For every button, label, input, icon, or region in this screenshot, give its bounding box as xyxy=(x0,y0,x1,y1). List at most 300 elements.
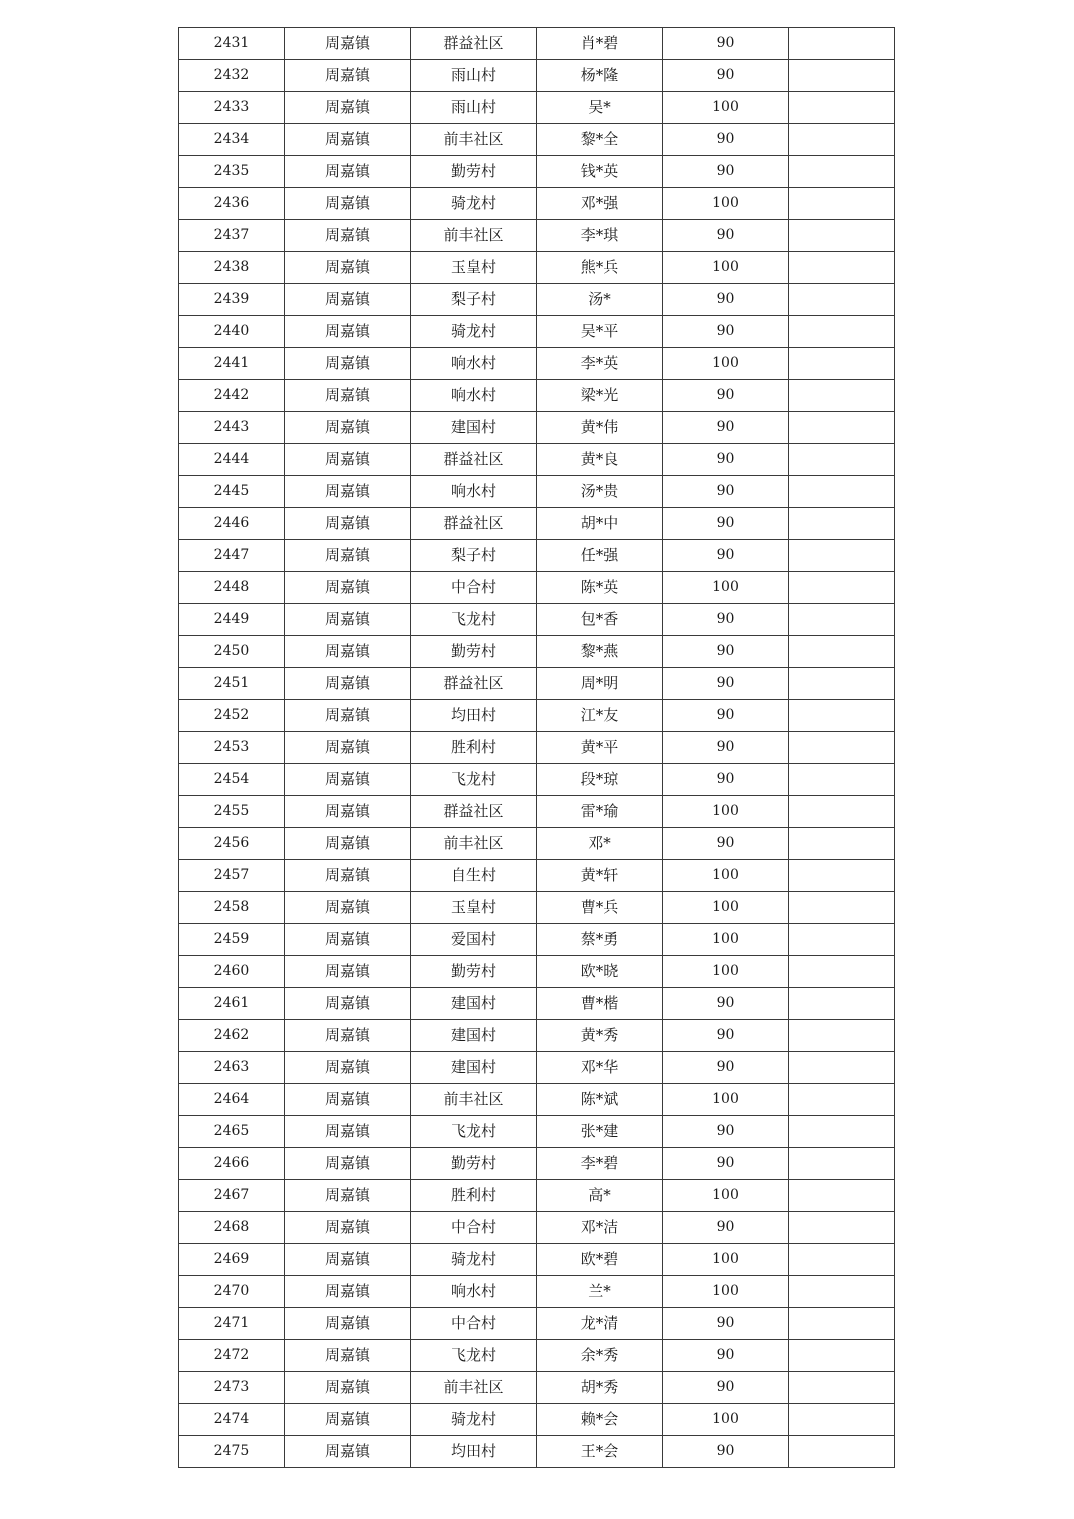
cell-village: 中合村 xyxy=(411,572,537,604)
table-row xyxy=(179,412,895,444)
cell-serial-number: 2469 xyxy=(179,1244,285,1276)
cell-village: 飞龙村 xyxy=(411,764,537,796)
cell-town: 周嘉镇 xyxy=(285,540,411,572)
cell-serial-number: 2471 xyxy=(179,1308,285,1340)
table-row xyxy=(179,1084,895,1116)
cell-serial-number: 2463 xyxy=(179,1052,285,1084)
cell-town: 周嘉镇 xyxy=(285,636,411,668)
table-row xyxy=(179,1052,895,1084)
cell-town: 周嘉镇 xyxy=(285,1276,411,1308)
cell-remark xyxy=(789,1052,895,1084)
cell-person-name: 李*英 xyxy=(537,348,663,380)
cell-person-name: 邓*华 xyxy=(537,1052,663,1084)
table-row xyxy=(179,924,895,956)
cell-serial-number: 2455 xyxy=(179,796,285,828)
cell-serial-number: 2467 xyxy=(179,1180,285,1212)
cell-village: 前丰社区 xyxy=(411,220,537,252)
cell-remark xyxy=(789,1020,895,1052)
cell-remark xyxy=(789,572,895,604)
cell-serial-number: 2459 xyxy=(179,924,285,956)
cell-town: 周嘉镇 xyxy=(285,732,411,764)
cell-village: 前丰社区 xyxy=(411,1372,537,1404)
cell-amount: 100 xyxy=(663,92,789,124)
cell-village: 玉皇村 xyxy=(411,252,537,284)
table-row xyxy=(179,1116,895,1148)
cell-village: 胜利村 xyxy=(411,732,537,764)
cell-remark xyxy=(789,444,895,476)
cell-remark xyxy=(789,508,895,540)
cell-person-name: 吴* xyxy=(537,92,663,124)
cell-remark xyxy=(789,1212,895,1244)
cell-serial-number: 2475 xyxy=(179,1436,285,1468)
cell-remark xyxy=(789,636,895,668)
table-row xyxy=(179,1340,895,1372)
cell-village: 均田村 xyxy=(411,700,537,732)
table-row xyxy=(179,1020,895,1052)
cell-serial-number: 2457 xyxy=(179,860,285,892)
cell-person-name: 段*琼 xyxy=(537,764,663,796)
cell-amount: 90 xyxy=(663,220,789,252)
cell-village: 勤劳村 xyxy=(411,956,537,988)
cell-serial-number: 2433 xyxy=(179,92,285,124)
cell-serial-number: 2448 xyxy=(179,572,285,604)
cell-person-name: 陈*斌 xyxy=(537,1084,663,1116)
cell-amount: 100 xyxy=(663,1244,789,1276)
cell-remark xyxy=(789,1148,895,1180)
cell-remark xyxy=(789,28,895,60)
cell-village: 勤劳村 xyxy=(411,1148,537,1180)
cell-amount: 90 xyxy=(663,988,789,1020)
cell-serial-number: 2444 xyxy=(179,444,285,476)
cell-amount: 90 xyxy=(663,1052,789,1084)
cell-amount: 90 xyxy=(663,316,789,348)
cell-town: 周嘉镇 xyxy=(285,1084,411,1116)
cell-amount: 100 xyxy=(663,252,789,284)
cell-town: 周嘉镇 xyxy=(285,476,411,508)
cell-serial-number: 2432 xyxy=(179,60,285,92)
cell-amount: 90 xyxy=(663,28,789,60)
cell-village: 飞龙村 xyxy=(411,1116,537,1148)
cell-village: 骑龙村 xyxy=(411,1244,537,1276)
cell-serial-number: 2462 xyxy=(179,1020,285,1052)
cell-town: 周嘉镇 xyxy=(285,188,411,220)
cell-person-name: 邓*强 xyxy=(537,188,663,220)
cell-village: 玉皇村 xyxy=(411,892,537,924)
table-row xyxy=(179,348,895,380)
cell-village: 骑龙村 xyxy=(411,188,537,220)
cell-person-name: 肖*碧 xyxy=(537,28,663,60)
table-row xyxy=(179,60,895,92)
cell-person-name: 蔡*勇 xyxy=(537,924,663,956)
cell-person-name: 欧*晓 xyxy=(537,956,663,988)
cell-town: 周嘉镇 xyxy=(285,412,411,444)
cell-town: 周嘉镇 xyxy=(285,1404,411,1436)
cell-serial-number: 2445 xyxy=(179,476,285,508)
cell-amount: 100 xyxy=(663,956,789,988)
cell-serial-number: 2446 xyxy=(179,508,285,540)
table-row xyxy=(179,668,895,700)
cell-amount: 100 xyxy=(663,572,789,604)
cell-amount: 90 xyxy=(663,1340,789,1372)
table-row xyxy=(179,1148,895,1180)
cell-remark xyxy=(789,828,895,860)
cell-person-name: 李*琪 xyxy=(537,220,663,252)
cell-person-name: 胡*中 xyxy=(537,508,663,540)
cell-person-name: 张*建 xyxy=(537,1116,663,1148)
table-row xyxy=(179,988,895,1020)
cell-town: 周嘉镇 xyxy=(285,828,411,860)
cell-serial-number: 2441 xyxy=(179,348,285,380)
cell-remark xyxy=(789,668,895,700)
table-row xyxy=(179,380,895,412)
cell-serial-number: 2431 xyxy=(179,28,285,60)
cell-town: 周嘉镇 xyxy=(285,380,411,412)
cell-town: 周嘉镇 xyxy=(285,444,411,476)
cell-remark xyxy=(789,860,895,892)
cell-amount: 100 xyxy=(663,348,789,380)
cell-amount: 90 xyxy=(663,540,789,572)
cell-remark xyxy=(789,796,895,828)
table-row xyxy=(179,1276,895,1308)
cell-amount: 100 xyxy=(663,1084,789,1116)
cell-village: 飞龙村 xyxy=(411,604,537,636)
cell-town: 周嘉镇 xyxy=(285,668,411,700)
cell-remark xyxy=(789,1340,895,1372)
cell-amount: 90 xyxy=(663,1436,789,1468)
cell-person-name: 胡*秀 xyxy=(537,1372,663,1404)
cell-person-name: 黄*良 xyxy=(537,444,663,476)
cell-town: 周嘉镇 xyxy=(285,764,411,796)
cell-village: 响水村 xyxy=(411,380,537,412)
cell-remark xyxy=(789,1404,895,1436)
cell-person-name: 曹*兵 xyxy=(537,892,663,924)
table-row xyxy=(179,764,895,796)
cell-amount: 90 xyxy=(663,1212,789,1244)
cell-serial-number: 2438 xyxy=(179,252,285,284)
cell-serial-number: 2449 xyxy=(179,604,285,636)
cell-remark xyxy=(789,476,895,508)
cell-serial-number: 2453 xyxy=(179,732,285,764)
cell-town: 周嘉镇 xyxy=(285,1244,411,1276)
cell-amount: 90 xyxy=(663,444,789,476)
cell-village: 雨山村 xyxy=(411,92,537,124)
table-row xyxy=(179,572,895,604)
cell-serial-number: 2458 xyxy=(179,892,285,924)
cell-remark xyxy=(789,380,895,412)
cell-serial-number: 2439 xyxy=(179,284,285,316)
cell-remark xyxy=(789,124,895,156)
cell-village: 群益社区 xyxy=(411,508,537,540)
table-row xyxy=(179,188,895,220)
cell-amount: 90 xyxy=(663,476,789,508)
cell-remark xyxy=(789,1436,895,1468)
cell-town: 周嘉镇 xyxy=(285,1148,411,1180)
cell-amount: 90 xyxy=(663,1116,789,1148)
cell-town: 周嘉镇 xyxy=(285,1020,411,1052)
table-row xyxy=(179,1180,895,1212)
table-row xyxy=(179,1436,895,1468)
cell-town: 周嘉镇 xyxy=(285,124,411,156)
cell-amount: 90 xyxy=(663,700,789,732)
cell-amount: 90 xyxy=(663,60,789,92)
cell-village: 雨山村 xyxy=(411,60,537,92)
cell-person-name: 梁*光 xyxy=(537,380,663,412)
cell-village: 骑龙村 xyxy=(411,1404,537,1436)
table-row xyxy=(179,92,895,124)
cell-serial-number: 2451 xyxy=(179,668,285,700)
table-row xyxy=(179,1308,895,1340)
cell-town: 周嘉镇 xyxy=(285,1308,411,1340)
cell-remark xyxy=(789,1308,895,1340)
cell-person-name: 汤* xyxy=(537,284,663,316)
cell-amount: 90 xyxy=(663,604,789,636)
cell-remark xyxy=(789,1372,895,1404)
cell-amount: 100 xyxy=(663,796,789,828)
cell-person-name: 周*明 xyxy=(537,668,663,700)
cell-person-name: 黄*秀 xyxy=(537,1020,663,1052)
cell-town: 周嘉镇 xyxy=(285,892,411,924)
cell-remark xyxy=(789,1276,895,1308)
cell-serial-number: 2468 xyxy=(179,1212,285,1244)
cell-amount: 90 xyxy=(663,732,789,764)
cell-village: 建国村 xyxy=(411,1052,537,1084)
cell-serial-number: 2456 xyxy=(179,828,285,860)
cell-serial-number: 2452 xyxy=(179,700,285,732)
cell-person-name: 陈*英 xyxy=(537,572,663,604)
table-row xyxy=(179,284,895,316)
cell-village: 勤劳村 xyxy=(411,156,537,188)
cell-person-name: 汤*贵 xyxy=(537,476,663,508)
cell-remark xyxy=(789,316,895,348)
cell-person-name: 黄*伟 xyxy=(537,412,663,444)
cell-remark xyxy=(789,156,895,188)
cell-village: 梨子村 xyxy=(411,540,537,572)
cell-village: 建国村 xyxy=(411,988,537,1020)
data-table xyxy=(178,27,895,1468)
cell-village: 中合村 xyxy=(411,1212,537,1244)
cell-village: 群益社区 xyxy=(411,444,537,476)
cell-village: 前丰社区 xyxy=(411,828,537,860)
cell-town: 周嘉镇 xyxy=(285,796,411,828)
cell-serial-number: 2473 xyxy=(179,1372,285,1404)
cell-amount: 90 xyxy=(663,412,789,444)
cell-village: 群益社区 xyxy=(411,28,537,60)
cell-village: 中合村 xyxy=(411,1308,537,1340)
cell-person-name: 黎*燕 xyxy=(537,636,663,668)
cell-remark xyxy=(789,732,895,764)
cell-serial-number: 2464 xyxy=(179,1084,285,1116)
cell-amount: 100 xyxy=(663,188,789,220)
cell-remark xyxy=(789,284,895,316)
table-body xyxy=(179,28,895,1468)
cell-town: 周嘉镇 xyxy=(285,28,411,60)
cell-remark xyxy=(789,60,895,92)
cell-town: 周嘉镇 xyxy=(285,1340,411,1372)
cell-village: 群益社区 xyxy=(411,668,537,700)
cell-amount: 90 xyxy=(663,668,789,700)
cell-amount: 90 xyxy=(663,124,789,156)
cell-serial-number: 2454 xyxy=(179,764,285,796)
cell-village: 响水村 xyxy=(411,348,537,380)
cell-remark xyxy=(789,92,895,124)
cell-village: 均田村 xyxy=(411,1436,537,1468)
cell-amount: 100 xyxy=(663,924,789,956)
table-row xyxy=(179,796,895,828)
table-row xyxy=(179,732,895,764)
cell-person-name: 邓* xyxy=(537,828,663,860)
cell-person-name: 曹*楷 xyxy=(537,988,663,1020)
cell-person-name: 欧*碧 xyxy=(537,1244,663,1276)
cell-town: 周嘉镇 xyxy=(285,604,411,636)
cell-remark xyxy=(789,1244,895,1276)
cell-village: 响水村 xyxy=(411,1276,537,1308)
cell-town: 周嘉镇 xyxy=(285,956,411,988)
cell-person-name: 余*秀 xyxy=(537,1340,663,1372)
cell-amount: 90 xyxy=(663,828,789,860)
cell-town: 周嘉镇 xyxy=(285,284,411,316)
cell-town: 周嘉镇 xyxy=(285,316,411,348)
cell-remark xyxy=(789,252,895,284)
cell-town: 周嘉镇 xyxy=(285,1180,411,1212)
cell-village: 响水村 xyxy=(411,476,537,508)
cell-amount: 90 xyxy=(663,636,789,668)
cell-person-name: 雷*瑜 xyxy=(537,796,663,828)
table-row xyxy=(179,1244,895,1276)
cell-amount: 100 xyxy=(663,1276,789,1308)
cell-village: 建国村 xyxy=(411,412,537,444)
cell-remark xyxy=(789,604,895,636)
table-row xyxy=(179,156,895,188)
cell-serial-number: 2474 xyxy=(179,1404,285,1436)
cell-town: 周嘉镇 xyxy=(285,572,411,604)
table-row xyxy=(179,124,895,156)
table-row xyxy=(179,28,895,60)
table-row xyxy=(179,316,895,348)
cell-person-name: 邓*洁 xyxy=(537,1212,663,1244)
cell-town: 周嘉镇 xyxy=(285,1372,411,1404)
cell-remark xyxy=(789,348,895,380)
cell-remark xyxy=(789,540,895,572)
cell-remark xyxy=(789,700,895,732)
cell-serial-number: 2443 xyxy=(179,412,285,444)
cell-serial-number: 2435 xyxy=(179,156,285,188)
cell-remark xyxy=(789,1116,895,1148)
table-row xyxy=(179,892,895,924)
cell-serial-number: 2436 xyxy=(179,188,285,220)
cell-village: 前丰社区 xyxy=(411,1084,537,1116)
table-row xyxy=(179,220,895,252)
cell-person-name: 王*会 xyxy=(537,1436,663,1468)
cell-remark xyxy=(789,188,895,220)
cell-town: 周嘉镇 xyxy=(285,252,411,284)
table-row xyxy=(179,636,895,668)
cell-person-name: 高* xyxy=(537,1180,663,1212)
cell-village: 群益社区 xyxy=(411,796,537,828)
cell-town: 周嘉镇 xyxy=(285,924,411,956)
cell-serial-number: 2450 xyxy=(179,636,285,668)
cell-village: 自生村 xyxy=(411,860,537,892)
cell-amount: 100 xyxy=(663,892,789,924)
cell-person-name: 任*强 xyxy=(537,540,663,572)
table-row xyxy=(179,1404,895,1436)
cell-amount: 90 xyxy=(663,1020,789,1052)
cell-town: 周嘉镇 xyxy=(285,508,411,540)
cell-serial-number: 2470 xyxy=(179,1276,285,1308)
cell-remark xyxy=(789,764,895,796)
cell-village: 勤劳村 xyxy=(411,636,537,668)
table-row xyxy=(179,444,895,476)
cell-remark xyxy=(789,412,895,444)
cell-serial-number: 2461 xyxy=(179,988,285,1020)
cell-town: 周嘉镇 xyxy=(285,1052,411,1084)
cell-remark xyxy=(789,1084,895,1116)
table-row xyxy=(179,508,895,540)
cell-serial-number: 2442 xyxy=(179,380,285,412)
cell-remark xyxy=(789,988,895,1020)
cell-person-name: 包*香 xyxy=(537,604,663,636)
cell-amount: 90 xyxy=(663,1148,789,1180)
cell-person-name: 黄*轩 xyxy=(537,860,663,892)
table-row xyxy=(179,1212,895,1244)
cell-village: 梨子村 xyxy=(411,284,537,316)
cell-town: 周嘉镇 xyxy=(285,1436,411,1468)
cell-person-name: 吴*平 xyxy=(537,316,663,348)
cell-town: 周嘉镇 xyxy=(285,220,411,252)
cell-serial-number: 2447 xyxy=(179,540,285,572)
cell-town: 周嘉镇 xyxy=(285,1116,411,1148)
cell-person-name: 龙*清 xyxy=(537,1308,663,1340)
cell-amount: 90 xyxy=(663,156,789,188)
cell-town: 周嘉镇 xyxy=(285,156,411,188)
cell-amount: 90 xyxy=(663,380,789,412)
cell-town: 周嘉镇 xyxy=(285,92,411,124)
cell-serial-number: 2465 xyxy=(179,1116,285,1148)
table-row xyxy=(179,860,895,892)
table-row xyxy=(179,1372,895,1404)
table-row xyxy=(179,828,895,860)
cell-village: 胜利村 xyxy=(411,1180,537,1212)
cell-remark xyxy=(789,892,895,924)
cell-remark xyxy=(789,220,895,252)
cell-amount: 100 xyxy=(663,1404,789,1436)
cell-amount: 90 xyxy=(663,1372,789,1404)
table-row xyxy=(179,604,895,636)
table-row xyxy=(179,476,895,508)
cell-town: 周嘉镇 xyxy=(285,988,411,1020)
cell-serial-number: 2472 xyxy=(179,1340,285,1372)
cell-serial-number: 2437 xyxy=(179,220,285,252)
cell-person-name: 钱*英 xyxy=(537,156,663,188)
cell-person-name: 赖*会 xyxy=(537,1404,663,1436)
cell-serial-number: 2460 xyxy=(179,956,285,988)
cell-remark xyxy=(789,924,895,956)
cell-serial-number: 2440 xyxy=(179,316,285,348)
cell-person-name: 李*碧 xyxy=(537,1148,663,1180)
cell-amount: 100 xyxy=(663,860,789,892)
cell-person-name: 黎*全 xyxy=(537,124,663,156)
cell-village: 建国村 xyxy=(411,1020,537,1052)
cell-village: 爱国村 xyxy=(411,924,537,956)
cell-town: 周嘉镇 xyxy=(285,348,411,380)
cell-amount: 90 xyxy=(663,508,789,540)
cell-person-name: 江*友 xyxy=(537,700,663,732)
cell-amount: 100 xyxy=(663,1180,789,1212)
cell-person-name: 黄*平 xyxy=(537,732,663,764)
cell-amount: 90 xyxy=(663,764,789,796)
table-row xyxy=(179,540,895,572)
cell-amount: 90 xyxy=(663,1308,789,1340)
table-row xyxy=(179,252,895,284)
